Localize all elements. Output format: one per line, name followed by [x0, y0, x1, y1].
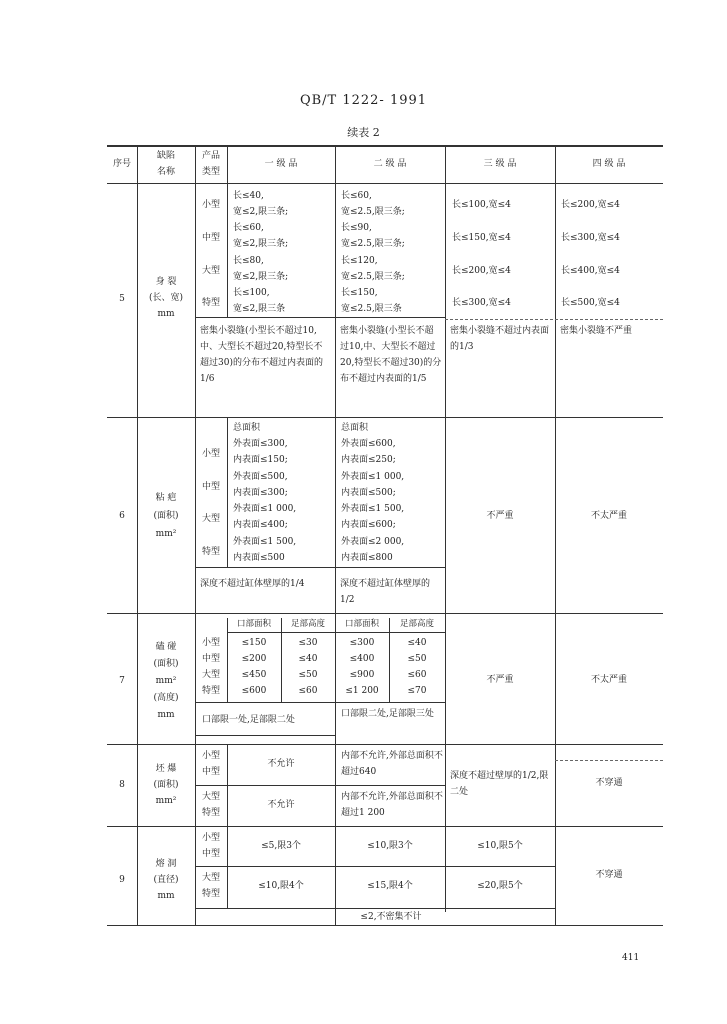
row6-type-medium: 中型 — [201, 482, 220, 492]
row7-g2-medium-b: ≤50 — [407, 654, 427, 664]
row5-g1-special-1: 长≤100, — [233, 288, 270, 298]
header-type-1: 产品 — [201, 151, 220, 161]
row6-g4: 不太严重 — [590, 511, 627, 521]
row7-name-5: mm — [157, 710, 175, 720]
row9-g2-large-special: ≤15,限4个 — [367, 881, 413, 891]
row8-g2-small-medium: 内部不允许,外部总面积不超过640 — [341, 751, 443, 777]
row5-type-large: 大型 — [201, 266, 220, 276]
row7-g1-special-a: ≤600 — [241, 686, 267, 696]
page-number: 411 — [622, 953, 640, 963]
row6-type-large: 大型 — [201, 514, 220, 524]
header-grade-3: 三 级 品 — [483, 159, 517, 169]
row8-g3: 深度不超过壁厚的1/2,限二处 — [450, 771, 549, 797]
row5-g1-medium-2: 宽≤2,限三条; — [233, 239, 289, 249]
row7-g1-col-foot: 足部高度 — [290, 619, 325, 629]
row6-g1-special-1: 外表面≤1 500, — [233, 537, 297, 547]
row9-type-small: 小型 — [201, 833, 220, 843]
row5-g1-large-1: 长≤80, — [233, 256, 264, 266]
row7-g1-special-b: ≤60 — [298, 686, 318, 696]
row5-type-special: 特型 — [201, 298, 220, 308]
row6-type-small: 小型 — [201, 449, 220, 459]
row5-g4-large: 长≤400,宽≤4 — [561, 266, 620, 276]
row6-g1-small-1: 外表面≤300, — [233, 439, 288, 449]
row8-g1-large-special: 不允许 — [267, 800, 295, 810]
row7-seq: 7 — [119, 676, 125, 686]
row5-g4-small: 长≤200,宽≤4 — [561, 200, 620, 210]
header-grade-4: 四 级 品 — [592, 159, 626, 169]
row7-g1-small-a: ≤150 — [241, 638, 267, 648]
header-defect-2: 名称 — [156, 167, 175, 177]
row6-g2-special-2: 内表面≤800 — [341, 553, 393, 563]
row7-type-large: 大型 — [201, 670, 220, 680]
row8-name-3: mm² — [155, 796, 177, 806]
row8-type-small: 小型 — [201, 751, 220, 761]
row7-name-2: (面积) — [153, 659, 179, 669]
row6-g2-total: 总面积 — [341, 423, 369, 433]
standard-code: QB/T 1222- 1991 — [299, 93, 428, 108]
row6-type-special: 特型 — [201, 547, 220, 557]
row7-g1-large-b: ≤50 — [298, 670, 318, 680]
row6-g2-large-2: 内表面≤600; — [341, 520, 396, 530]
row9-g1-small-medium: ≤5,限3个 — [261, 841, 301, 851]
row7-g1-col-mouth: 口部面积 — [236, 619, 271, 629]
row6-g2-small-1: 外表面≤600, — [341, 439, 396, 449]
row7-g2-col-foot: 足部高度 — [399, 619, 434, 629]
row9-g3-large-special: ≤20,限5个 — [477, 881, 523, 891]
row5-g2-special-1: 长≤150, — [341, 288, 378, 298]
row7-g4: 不太严重 — [590, 675, 627, 685]
row6-name-2: (面积) — [153, 511, 179, 521]
row6-g1-medium-1: 外表面≤500, — [233, 472, 288, 482]
row5-g1-medium-1: 长≤60, — [233, 223, 264, 233]
row5-g1-small-2: 宽≤2,限三条; — [233, 207, 289, 217]
row9-name-2: (直径) — [153, 875, 179, 885]
row5-g4-special: 长≤500,宽≤4 — [561, 298, 620, 308]
row6-g2-medium-2: 内表面≤500; — [341, 488, 396, 498]
row5-g3-medium: 长≤150,宽≤4 — [452, 233, 511, 243]
row9-g4: 不穿通 — [595, 870, 623, 880]
row7-g2-special-a: ≤1 200 — [345, 686, 379, 696]
row6-seq: 6 — [119, 511, 125, 521]
row6-g1-total: 总面积 — [233, 423, 261, 433]
row5-g2-large-1: 长≤120, — [341, 256, 378, 266]
row7-g2-small-a: ≤300 — [349, 638, 375, 648]
row7-limit-g1: 口部限一处,足部限二处 — [202, 715, 295, 725]
row5-dense-g2: 密集小裂缝(小型长不超过10,中、大型长不超过20,特型长不超过30)的分布不超过内表面的1/5 — [340, 326, 442, 384]
row5-g2-small-1: 长≤60, — [341, 191, 372, 201]
row5-g2-medium-2: 宽≤2.5,限三条; — [341, 239, 405, 249]
row6-depth-g2: 深度不超过缸体壁厚的1/2 — [340, 579, 431, 605]
row9-g1-large-special: ≤10,限4个 — [258, 881, 304, 891]
row9-type-medium: 中型 — [201, 849, 220, 859]
row8-name-2: (面积) — [153, 780, 179, 790]
row6-g1-large-1: 外表面≤1 000, — [233, 504, 297, 514]
row7-g2-special-b: ≤70 — [407, 686, 427, 696]
row7-type-medium: 中型 — [201, 654, 220, 664]
row5-g2-large-2: 宽≤2.5,限三条; — [341, 272, 405, 282]
row5-g2-special-2: 宽≤2.5,限三条 — [341, 304, 402, 314]
row5-name-2: (长、宽) — [148, 293, 184, 303]
row8-g4: 不穿通 — [595, 778, 623, 788]
row8-type-special: 特型 — [201, 808, 220, 818]
row9-name-3: mm — [157, 891, 175, 901]
row5-g3-large: 长≤200,宽≤4 — [452, 266, 511, 276]
row5-g1-small-1: 长≤40, — [233, 191, 264, 201]
row7-type-special: 特型 — [201, 686, 220, 696]
row7-g1-small-b: ≤30 — [298, 638, 318, 648]
row6-g3: 不严重 — [486, 511, 514, 521]
row8-seq: 8 — [119, 780, 125, 790]
row6-g2-small-2: 内表面≤250; — [341, 455, 396, 465]
row9-g2-small-medium: ≤10,限3个 — [367, 841, 413, 851]
row5-dense-g4: 密集小裂缝不严重 — [560, 326, 633, 336]
row5-g4-medium: 长≤300,宽≤4 — [561, 233, 620, 243]
row7-g1-medium-a: ≤200 — [241, 654, 267, 664]
row5-name-3: mm — [157, 309, 175, 319]
row5-seq: 5 — [119, 294, 125, 304]
row7-g2-col-mouth: 口部面积 — [344, 619, 379, 629]
row6-g2-medium-1: 外表面≤1 000, — [341, 472, 405, 482]
header-grade-2: 二 级 品 — [373, 159, 407, 169]
row7-name-3: mm² — [155, 676, 177, 686]
row6-g1-small-2: 内表面≤150; — [233, 455, 288, 465]
row5-g2-medium-1: 长≤90, — [341, 223, 372, 233]
row7-g3: 不严重 — [486, 675, 514, 685]
row7-type-small: 小型 — [201, 638, 220, 648]
row6-name-1: 粘 疤 — [155, 493, 177, 503]
row5-g2-small-2: 宽≤2.5,限三条; — [341, 207, 405, 217]
row6-depth-g1: 深度不超过缸体壁厚的1/4 — [200, 579, 305, 589]
table-title: 续表 2 — [347, 126, 380, 139]
row6-name-3: mm² — [155, 529, 177, 539]
row6-g2-special-1: 外表面≤2 000, — [341, 537, 405, 547]
row9-type-large: 大型 — [201, 873, 220, 883]
row5-type-medium: 中型 — [201, 233, 220, 243]
row8-g2-large-special: 内部不允许,外部总面积不超过1 200 — [341, 792, 443, 818]
header-seq: 序号 — [112, 159, 131, 169]
header-grade-1: 一 级 品 — [264, 159, 298, 169]
row9-seq: 9 — [119, 875, 125, 885]
row8-type-large: 大型 — [201, 792, 220, 802]
row7-g2-small-b: ≤40 — [407, 638, 427, 648]
row8-type-medium: 中型 — [201, 767, 220, 777]
row5-g3-small: 长≤100,宽≤4 — [452, 200, 511, 210]
row9-name-1: 熔 洞 — [155, 859, 177, 869]
header-type-2: 类型 — [201, 167, 220, 177]
row5-dense-g1: 密集小裂缝(小型长不超过10,中、大型长不超过20,特型长不超过30)的分布不超过内表面的1/6 — [200, 326, 323, 384]
row6-g2-large-1: 外表面≤1 500, — [341, 504, 405, 514]
row6-g1-special-2: 内表面≤500 — [233, 553, 285, 563]
row7-g1-medium-b: ≤40 — [298, 654, 318, 664]
row7-name-1: 磕 碰 — [155, 642, 177, 652]
header-defect-1: 缺陷 — [156, 151, 175, 161]
row7-limit-g2: 口部限二处,足部限三处 — [341, 709, 434, 719]
row5-name-1: 身 裂 — [155, 277, 177, 287]
row9-note: ≤2,不密集不计 — [360, 912, 422, 922]
row5-g1-large-2: 宽≤2,限三条; — [233, 272, 289, 282]
row6-g1-medium-2: 内表面≤300; — [233, 488, 288, 498]
row9-type-special: 特型 — [201, 889, 220, 899]
row7-g2-large-b: ≤60 — [407, 670, 427, 680]
row9-g3-small-medium: ≤10,限5个 — [477, 841, 523, 851]
row7-g2-medium-a: ≤400 — [349, 654, 375, 664]
row5-g1-special-2: 宽≤2,限三条 — [233, 304, 286, 314]
row6-g1-large-2: 内表面≤400; — [233, 520, 288, 530]
row7-g2-large-a: ≤900 — [349, 670, 375, 680]
row5-dense-g3: 密集小裂缝不超过内表面的1/3 — [450, 326, 550, 352]
row8-g1-small-medium: 不允许 — [267, 759, 295, 769]
row7-g1-large-a: ≤450 — [241, 670, 267, 680]
row5-g3-special: 长≤300,宽≤4 — [452, 298, 511, 308]
row5-type-small: 小型 — [201, 200, 220, 210]
row7-name-4: (高度) — [153, 693, 179, 703]
row8-name-1: 坯 爆 — [155, 764, 177, 774]
